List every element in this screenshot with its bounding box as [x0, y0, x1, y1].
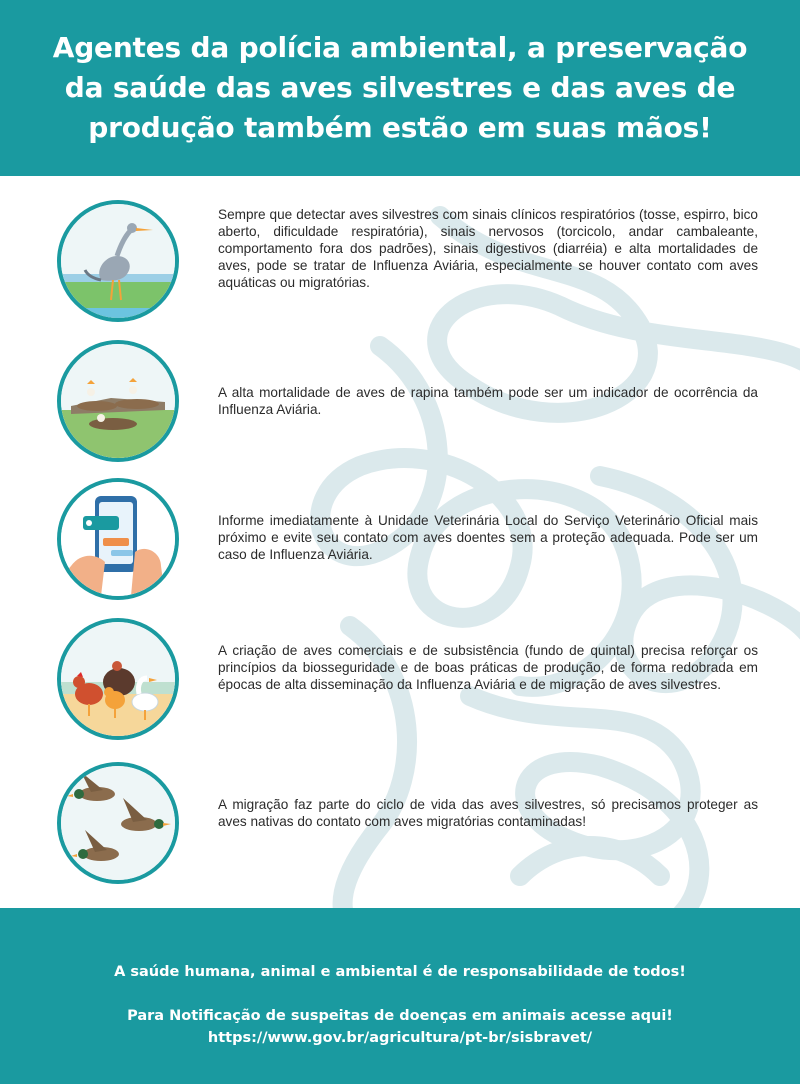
notification-text: Para Notificação de suspeitas de doenças em animais acesse aqui!: [127, 1008, 673, 1024]
info-text-2: A alta mortalidade de aves de rapina também pode ser um indicador de ocorrência da Influenza Aviária.: [218, 385, 758, 417]
header-banner: [0, 0, 800, 176]
responsibility-text: A saúde humana, animal e ambiental é de responsabilidade de todos!: [114, 964, 686, 980]
info-item-5: [0, 762, 800, 888]
info-item-4: [0, 618, 800, 744]
page-title: Agentes da polícia ambiental, a preservação da saúde das aves silvestres e das aves de produção também estão em suas mãos!: [52, 31, 748, 144]
info-item-2: [0, 340, 800, 466]
info-text-5: A migração faz parte do ciclo de vida das aves silvestres, só precisamos proteger as aves nativas do contato com aves migratórias contaminadas!: [218, 797, 758, 829]
phone-report-icon: [57, 478, 179, 600]
info-text-1: Sempre que detectar aves silvestres com sinais clínicos respiratórios (tosse, espirro, bico aberto, dificuldade respiratória), sinais nervosos (torcicolo, andar cambaleante, comportamento fora dos padrões), sinais digestivos (diarréia) e alta mortalidades de aves, pode se tratar de Influenza Aviária, especialmente se houver contato com aves aquáticas ou migratórias.: [218, 207, 758, 290]
farm-birds-icon: [57, 618, 179, 740]
info-item-3: [0, 478, 800, 604]
info-item-1: [0, 200, 800, 326]
info-text-3: Informe imediatamente à Unidade Veterinária Local do Serviço Veterinário Oficial mais próximo e evite seu contato com aves doentes sem a proteção adequada. Pode ser um caso de Influenza Aviária.: [218, 513, 758, 562]
info-text-4: A criação de aves comerciais e de subsistência (fundo de quintal) precisa reforçar os princípios da biosseguridade e de boas práticas de produção, de forma redobrada em épocas de alta disseminação da Influenza Aviária e de migração de aves silvestres.: [218, 643, 758, 692]
notification-link[interactable]: https://www.gov.br/agricultura/pt-br/sisbravet/: [207, 1030, 593, 1046]
footer-banner: [0, 908, 800, 1084]
heron-icon: [57, 200, 179, 322]
dead-raptors-icon: [57, 340, 179, 462]
content-area: [0, 176, 800, 908]
migrating-ducks-icon: [57, 762, 179, 884]
